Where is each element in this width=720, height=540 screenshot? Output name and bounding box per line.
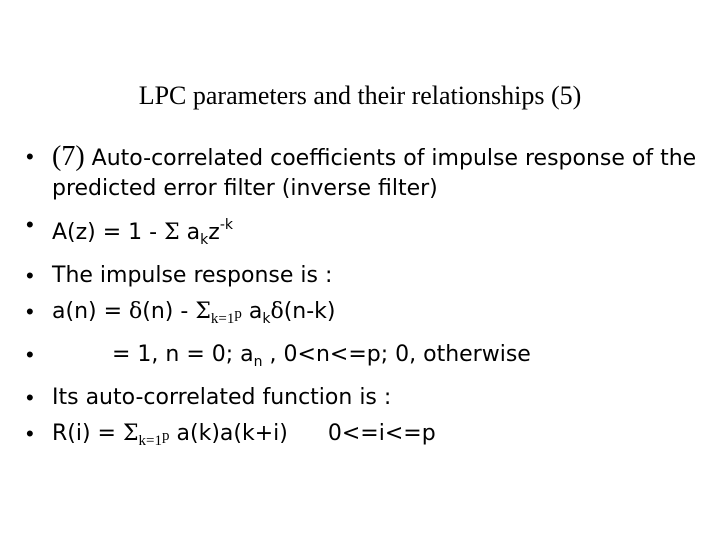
bullet-text: Auto-correlated coefficients of impulse response of the predicted error filter (inverse filter) bbox=[52, 146, 697, 201]
slide-title: LPC parameters and their relationships (5) bbox=[138, 81, 582, 110]
subscript-n: n bbox=[253, 354, 263, 370]
sigma-symbol: Σ bbox=[164, 220, 180, 245]
coef-a: a bbox=[179, 220, 201, 245]
bullet-item-impulse-response bbox=[22, 261, 702, 291]
sum-upper-limit: p bbox=[234, 306, 242, 322]
formula-body: a(k)a(k+i) bbox=[169, 421, 288, 446]
sum-lower-limit: k=1 bbox=[138, 433, 163, 449]
bullet-text: Its auto-correlated function is : bbox=[52, 385, 392, 410]
coef-a: a bbox=[241, 299, 263, 324]
var-z: z bbox=[208, 220, 220, 245]
formula-lhs: = 1, n = 0; a bbox=[112, 342, 254, 367]
formula-lhs: a(n) = bbox=[52, 299, 130, 324]
bullet-text: The impulse response is : bbox=[52, 263, 333, 288]
bullet-item-autocorrelated-coefficients bbox=[22, 142, 702, 204]
formula-range: 0<=i<=p bbox=[327, 421, 436, 446]
formula-rest: , 0<n<=p; 0, otherwise bbox=[262, 342, 531, 367]
bullet-item-piecewise-values bbox=[22, 340, 702, 377]
bullet-item-autocorrelation-intro bbox=[22, 383, 702, 413]
bullet-item-transfer-function bbox=[22, 210, 702, 255]
formula-tail: (n-k) bbox=[283, 299, 336, 324]
subscript-k: k bbox=[200, 232, 209, 248]
formula-lhs: R(i) = bbox=[52, 421, 123, 446]
sum-lower-limit: k=1 bbox=[210, 311, 235, 327]
exponent: -k bbox=[219, 217, 233, 233]
item-number: (7) bbox=[52, 141, 85, 172]
subscript-k: k bbox=[262, 311, 271, 327]
sigma-symbol: Σ bbox=[122, 421, 139, 446]
delta-symbol: δ bbox=[129, 299, 143, 324]
sum-upper-limit: p bbox=[162, 428, 170, 444]
formula-mid: (n) - bbox=[142, 299, 196, 324]
bullet-list bbox=[22, 142, 702, 462]
bullet-item-impulse-formula bbox=[22, 297, 702, 334]
delta-symbol: δ bbox=[270, 299, 284, 324]
sigma-symbol: Σ bbox=[195, 299, 211, 324]
bullet-item-autocorrelation-formula bbox=[22, 419, 702, 456]
formula-lhs: A(z) = 1 - bbox=[52, 220, 165, 245]
